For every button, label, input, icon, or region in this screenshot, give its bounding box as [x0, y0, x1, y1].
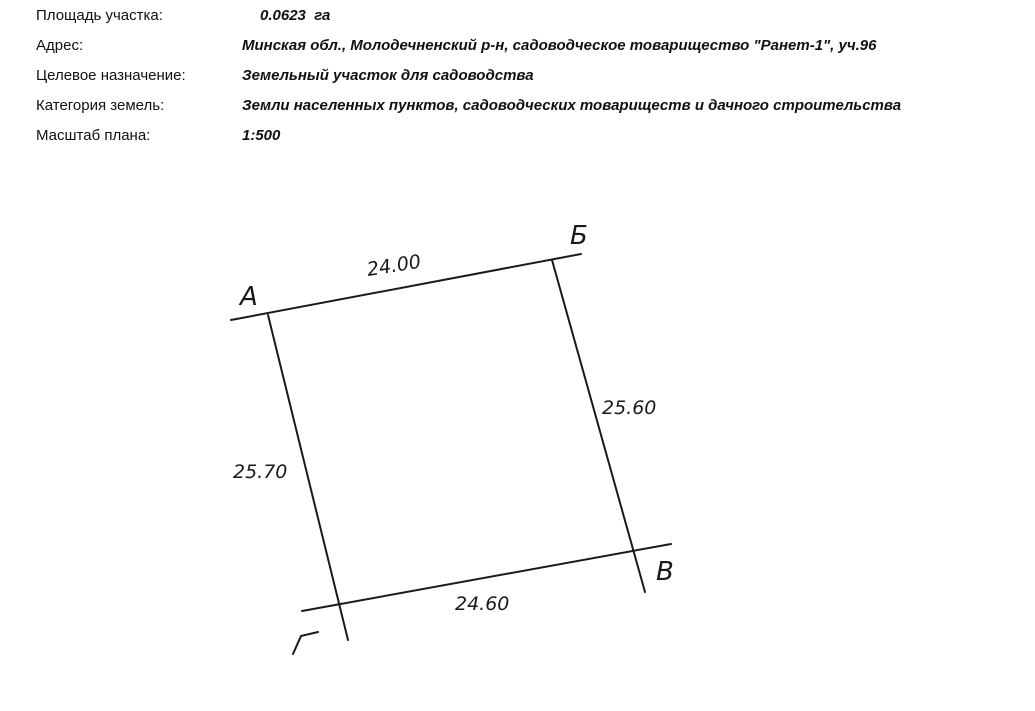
purpose-label: Целевое назначение:: [36, 67, 186, 84]
scale-value: 1:500: [242, 127, 281, 144]
corner-label-v: В: [656, 557, 674, 587]
category-value: Земли населенных пунктов, садоводческих товариществ и дачного строительства: [242, 97, 902, 114]
address-label: Адрес:: [36, 37, 84, 54]
corner-label-a: А: [240, 282, 258, 312]
scale-label: Масштаб плана:: [36, 127, 151, 144]
corner-g-stroke: [293, 632, 318, 654]
address-value: Минская обл., Молодечненский р-н, садоводческое товарищество "Ранет-1", уч.96: [242, 37, 877, 54]
side-length-vg: 24.60: [455, 593, 510, 615]
area-value: 0.0623 га: [260, 7, 331, 24]
area-label: Площадь участка:: [36, 7, 163, 24]
side-length-ga: 25.70: [233, 461, 288, 483]
purpose-value: Земельный участок для садоводства: [242, 67, 534, 84]
category-label: Категория земель:: [36, 97, 165, 114]
side-length-ab: 24.00: [365, 250, 423, 281]
side-length-bv: 25.60: [602, 397, 657, 419]
corner-label-b: Б: [570, 221, 588, 251]
boundary-line-bv: [552, 260, 645, 592]
